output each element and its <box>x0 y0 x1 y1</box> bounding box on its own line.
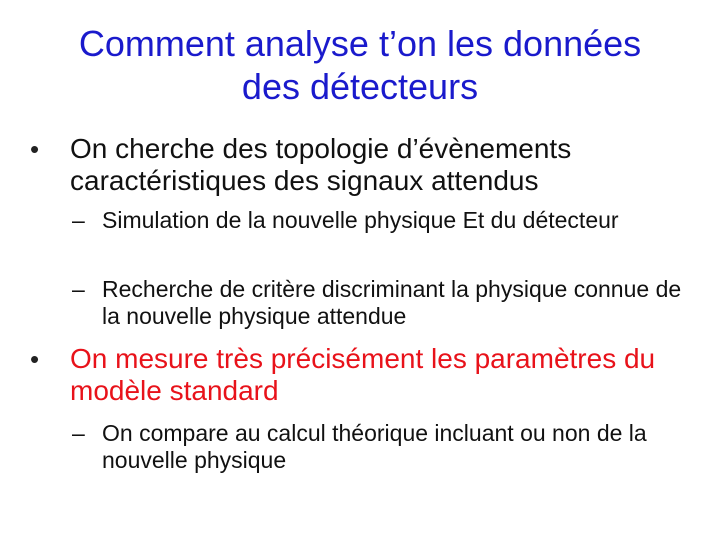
sub-bullet-item-1-1 <box>72 207 682 234</box>
bullet-marker: • <box>30 134 40 164</box>
bullet-marker: • <box>30 344 40 374</box>
sub-bullet-marker: – <box>72 276 85 302</box>
bullet-text: On cherche des topologie d’évènements caractéristiques des signaux attendus <box>70 133 572 196</box>
sub-bullet-item-2-1 <box>72 420 682 474</box>
bullet-item-2 <box>30 343 700 407</box>
sub-bullet-item-1-2 <box>72 276 682 330</box>
sub-bullet-text: Recherche de critère discriminant la physique connue de la nouvelle physique attendue <box>102 276 682 329</box>
sub-bullet-text: On compare au calcul théorique incluant ou non de la nouvelle physique <box>102 420 647 473</box>
slide-title-line-1: Comment analyse t’on les données <box>78 23 642 64</box>
sub-bullet-text: Simulation de la nouvelle physique Et du détecteur <box>102 207 619 233</box>
bullet-text: On mesure très précisément les paramètres du modèle standard <box>70 343 656 406</box>
sub-bullet-marker: – <box>72 420 85 446</box>
sub-bullet-marker: – <box>72 207 85 233</box>
slide-title <box>0 22 720 108</box>
bullet-item-1 <box>30 133 700 197</box>
slide-title-line-2: des détecteurs <box>241 66 479 107</box>
